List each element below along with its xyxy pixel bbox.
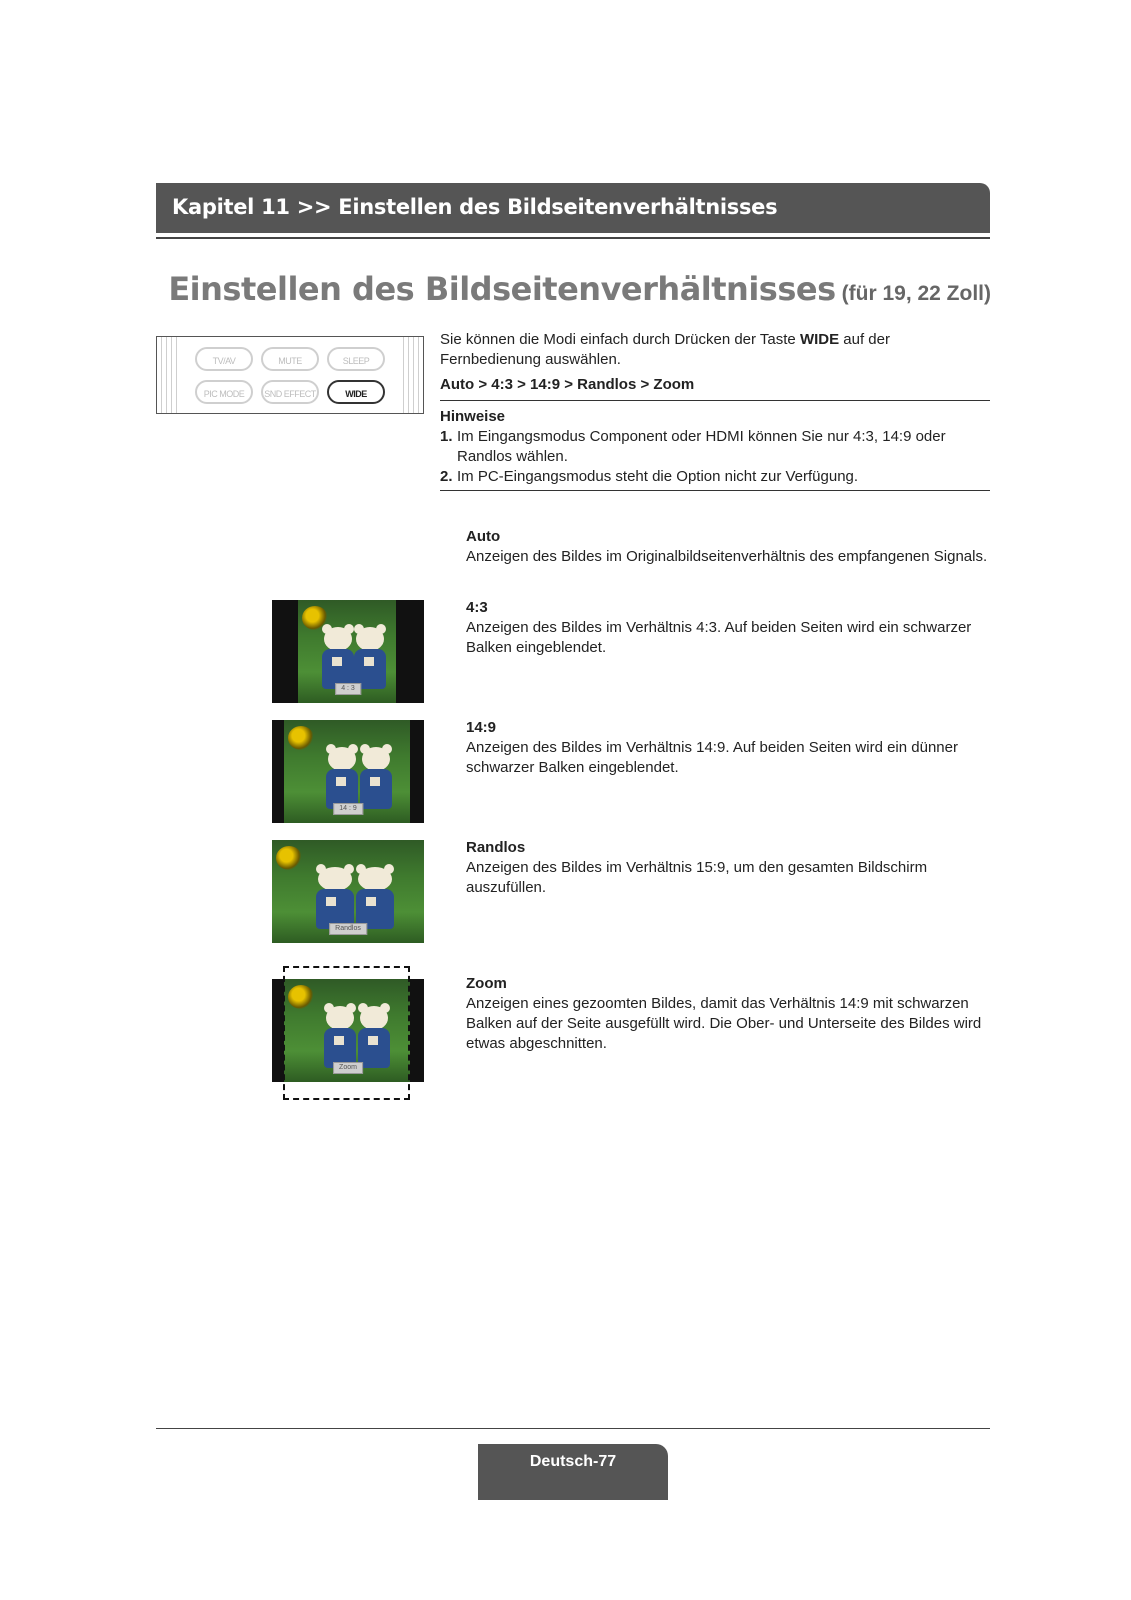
mode-sequence: Auto > 4:3 > 14:9 > Randlos > Zoom bbox=[440, 376, 695, 393]
sunflower-graphic bbox=[288, 726, 314, 750]
thumbnail-4-3 bbox=[272, 600, 424, 703]
thumbnail-label: Zoom bbox=[333, 1062, 363, 1074]
chapter-title: Kapitel 11 >> Einstellen des Bildseitenverhältnisses bbox=[172, 195, 778, 219]
remote-control-illustration bbox=[156, 336, 424, 414]
remote-button-wide: WIDE bbox=[327, 380, 385, 404]
page-title bbox=[168, 270, 991, 308]
note-number: 2. bbox=[440, 468, 453, 485]
mode-name: Auto bbox=[466, 528, 501, 545]
note-text: Im Eingangsmodus Component oder HDMI können Sie nur 4:3, 14:9 oder Randlos wählen. bbox=[457, 428, 946, 465]
remote-stripes-right bbox=[399, 337, 423, 413]
note-item bbox=[440, 467, 990, 487]
mode-name: 4:3 bbox=[466, 599, 488, 616]
notes-bottom-divider bbox=[440, 490, 990, 491]
mode-name: Zoom bbox=[466, 975, 507, 992]
page-number-tab: Deutsch-77 bbox=[478, 1444, 668, 1500]
remote-button-tv-av: TV/AV bbox=[195, 347, 253, 371]
mode-randlos bbox=[466, 838, 992, 898]
intro-text-after: auf der Fernbedienung auswählen. bbox=[440, 331, 890, 368]
note-number: 1. bbox=[440, 428, 453, 445]
chapter-header bbox=[156, 183, 990, 233]
mode-name: 14:9 bbox=[466, 719, 497, 736]
mode-zoom bbox=[466, 974, 992, 1054]
notes-section bbox=[440, 407, 990, 487]
mode-14-9 bbox=[466, 718, 992, 778]
intro-bold-key: WIDE bbox=[799, 331, 840, 348]
intro-paragraph bbox=[440, 330, 990, 370]
intro-text-before: Sie können die Modi einfach durch Drücken der Taste bbox=[440, 331, 800, 348]
mode-description: Anzeigen des Bildes im Originalbildseitenverhältnis des empfangenen Signals. bbox=[466, 548, 988, 565]
mode-description: Anzeigen des Bildes im Verhältnis 4:3. Auf beiden Seiten wird ein schwarzer Balken eingeblendet. bbox=[466, 619, 972, 656]
thumbnail-label: 4 : 3 bbox=[335, 683, 361, 695]
remote-button-sleep: SLEEP bbox=[327, 347, 385, 371]
zoom-crop-frame bbox=[283, 966, 410, 1100]
mode-description: Anzeigen eines gezoomten Bildes, damit das Verhältnis 14:9 mit schwarzen Balken auf der Seite ausgefüllt wird. Die Ober- und Unterseite des Bildes wird etwas abgeschnitten. bbox=[466, 995, 982, 1052]
thumbnail-randlos bbox=[272, 840, 424, 943]
remote-button-snd-effect: SND EFFECT bbox=[261, 380, 319, 404]
notes-top-divider bbox=[440, 400, 990, 401]
chapter-divider bbox=[156, 237, 990, 239]
note-item bbox=[440, 427, 990, 467]
thumbnail-label: Randlos bbox=[329, 923, 367, 935]
remote-button-pic-mode: PIC MODE bbox=[195, 380, 253, 404]
page-title-sub: (für 19, 22 Zoll) bbox=[841, 282, 991, 305]
remote-button-mute: MUTE bbox=[261, 347, 319, 371]
footer-divider bbox=[156, 1428, 990, 1429]
mode-description: Anzeigen des Bildes im Verhältnis 15:9, um den gesamten Bildschirm auszufüllen. bbox=[466, 859, 928, 896]
teddy-bear-right bbox=[358, 747, 394, 813]
mode-auto bbox=[466, 527, 992, 567]
sunflower-graphic bbox=[276, 846, 302, 870]
note-text: Im PC-Eingangsmodus steht die Option nicht zur Verfügung. bbox=[457, 468, 859, 485]
thumbnail-14-9 bbox=[272, 720, 424, 823]
remote-stripes-left bbox=[157, 337, 181, 413]
notes-heading: Hinweise bbox=[440, 408, 506, 425]
thumbnail-label: 14 : 9 bbox=[333, 803, 363, 815]
page-title-main: Einstellen des Bildseitenverhältnisses bbox=[168, 270, 836, 308]
mode-4-3 bbox=[466, 598, 992, 658]
mode-name: Randlos bbox=[466, 839, 526, 856]
mode-description: Anzeigen des Bildes im Verhältnis 14:9. Auf beiden Seiten wird ein dünner schwarzer Balken eingeblendet. bbox=[466, 739, 958, 776]
